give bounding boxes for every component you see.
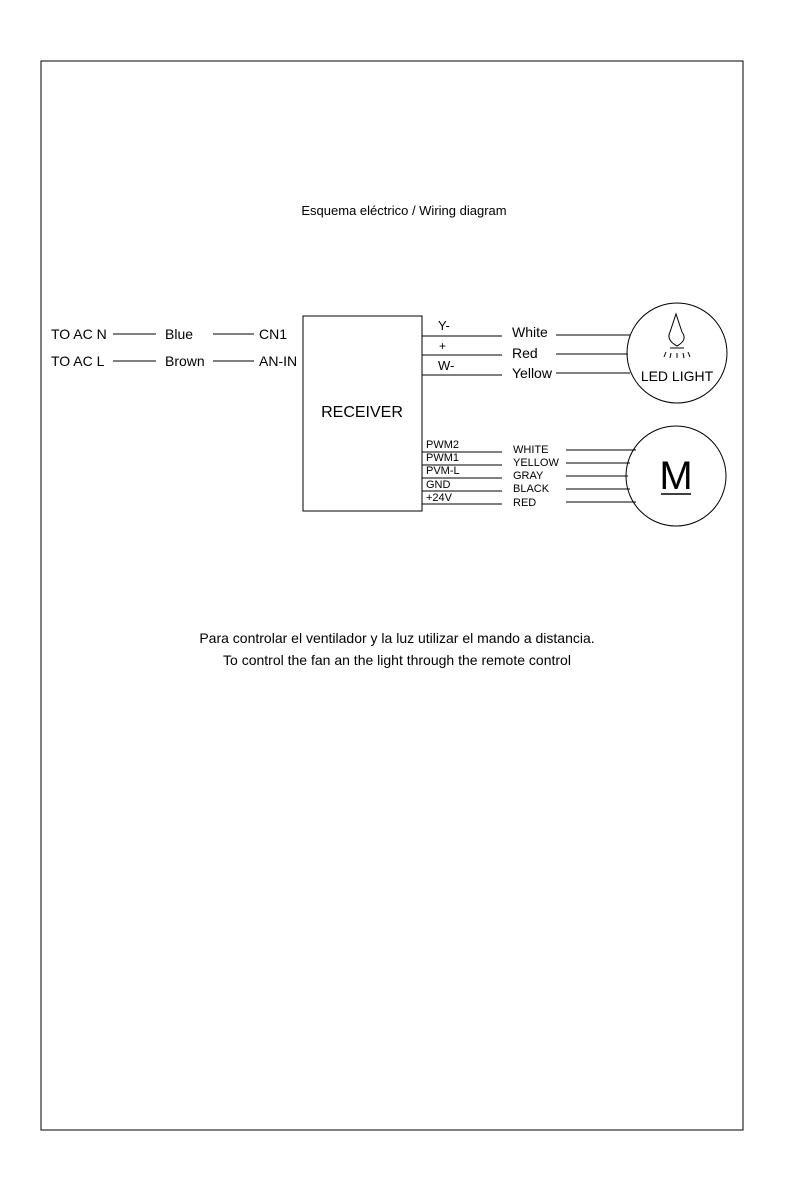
light-wire-yellow: Yellow xyxy=(512,365,552,381)
page-frame xyxy=(41,61,743,1130)
motor-wire-red: RED xyxy=(513,497,537,509)
input-wire-brown: Brown xyxy=(165,353,205,369)
light-pin-w: W- xyxy=(438,358,455,373)
motor-pin-pvm-l: PVM-L xyxy=(426,465,460,477)
light-pin-plus: + xyxy=(439,339,447,353)
input-terminal-cn1: CN1 xyxy=(259,326,288,342)
motor-label: M xyxy=(659,454,693,498)
light-pin-y: Y- xyxy=(438,318,450,333)
motor-wire-yellow: YELLOW xyxy=(513,457,559,469)
motor-pin-24v: +24V xyxy=(426,492,452,504)
motor-wire-black: BLACK xyxy=(513,483,550,495)
diagram-title: Esquema eléctrico / Wiring diagram xyxy=(301,203,507,218)
input-source-l: TO AC L xyxy=(51,353,105,369)
motor-pin-gnd: GND xyxy=(426,479,451,491)
light-wire-white: White xyxy=(512,324,548,340)
light-wire-red: Red xyxy=(512,345,538,361)
input-source-n: TO AC N xyxy=(51,326,107,342)
input-terminal-an-in: AN-IN xyxy=(259,353,298,369)
motor-wire-white: WHITE xyxy=(513,444,549,456)
receiver-label: RECEIVER xyxy=(321,404,403,421)
motor-pin-pwm1: PWM1 xyxy=(426,452,459,464)
input-wire-blue: Blue xyxy=(165,326,194,342)
note-english: To control the fan an the light through the remote control xyxy=(223,652,571,668)
led-light-label: LED LIGHT xyxy=(640,368,714,384)
motor-wire-gray: GRAY xyxy=(513,470,544,482)
note-spanish: Para controlar el ventilador y la luz utilizar el mando a distancia. xyxy=(199,630,595,646)
motor-pin-pwm2: PWM2 xyxy=(426,439,459,451)
bulb-icon xyxy=(664,314,690,358)
